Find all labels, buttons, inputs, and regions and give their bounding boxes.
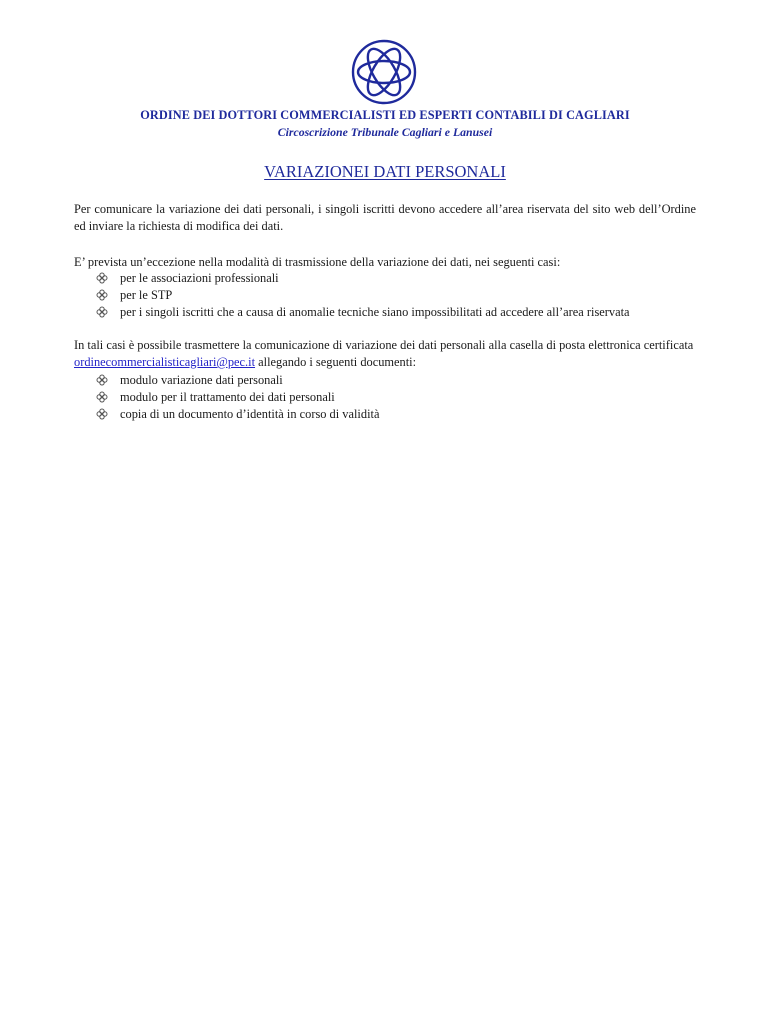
- intro-paragraph: Per comunicare la variazione dei dati personali, i singoli iscritti devono accedere all’area riservata del sito web dell’Ordine ed inviare la richiesta di modifica dei dati.: [74, 202, 696, 233]
- flower-bullet-icon: [96, 408, 108, 420]
- list-item: [96, 406, 379, 423]
- logo-icon: [347, 38, 421, 106]
- instructions-paragraph: [74, 337, 696, 371]
- list-item-text: copia di un documento d’identità in corso di validità: [120, 407, 380, 421]
- list-item-text: per i singoli iscritti che a causa di anomalie tecniche siano impossibilitati ad accedere all’area riservata: [120, 305, 630, 319]
- flower-bullet-icon: [96, 306, 108, 318]
- exception-intro: E’ prevista un’eccezione nella modalità di trasmissione della variazione dei dati, nei seguenti casi:: [74, 255, 561, 269]
- list-item-text: modulo variazione dati personali: [120, 373, 283, 387]
- jurisdiction-subtitle: Circoscrizione Tribunale Cagliari e Lanusei: [277, 125, 493, 139]
- document-title: VARIAZIONEI DATI PERSONALI: [264, 162, 506, 181]
- organization-name: ORDINE DEI DOTTORI COMMERCIALISTI ED ESPERTI CONTABILI DI CAGLIARI: [140, 108, 630, 122]
- instructions-text-before: In tali casi è possibile trasmettere la comunicazione di variazione dei dati personali alla casella di posta elettronica certificata: [74, 338, 694, 352]
- flower-bullet-icon: [96, 374, 108, 386]
- list-item-text: per le associazioni professionali: [120, 271, 279, 285]
- list-item: [96, 372, 379, 389]
- flower-bullet-icon: [96, 272, 108, 284]
- flower-bullet-icon: [96, 289, 108, 301]
- pec-email-link[interactable]: ordinecommercialisticagliari@pec.it: [74, 355, 256, 369]
- list-item-text: modulo per il trattamento dei dati personali: [120, 390, 335, 404]
- list-item: [96, 389, 379, 406]
- required-documents-list: [96, 372, 379, 423]
- flower-bullet-icon: [96, 391, 108, 403]
- instructions-text-after: allegando i seguenti documenti:: [255, 355, 417, 369]
- exception-cases-list: [96, 270, 630, 321]
- list-item: [96, 304, 630, 321]
- list-item: [96, 287, 630, 304]
- list-item-text: per le STP: [120, 288, 173, 302]
- list-item: [96, 270, 630, 287]
